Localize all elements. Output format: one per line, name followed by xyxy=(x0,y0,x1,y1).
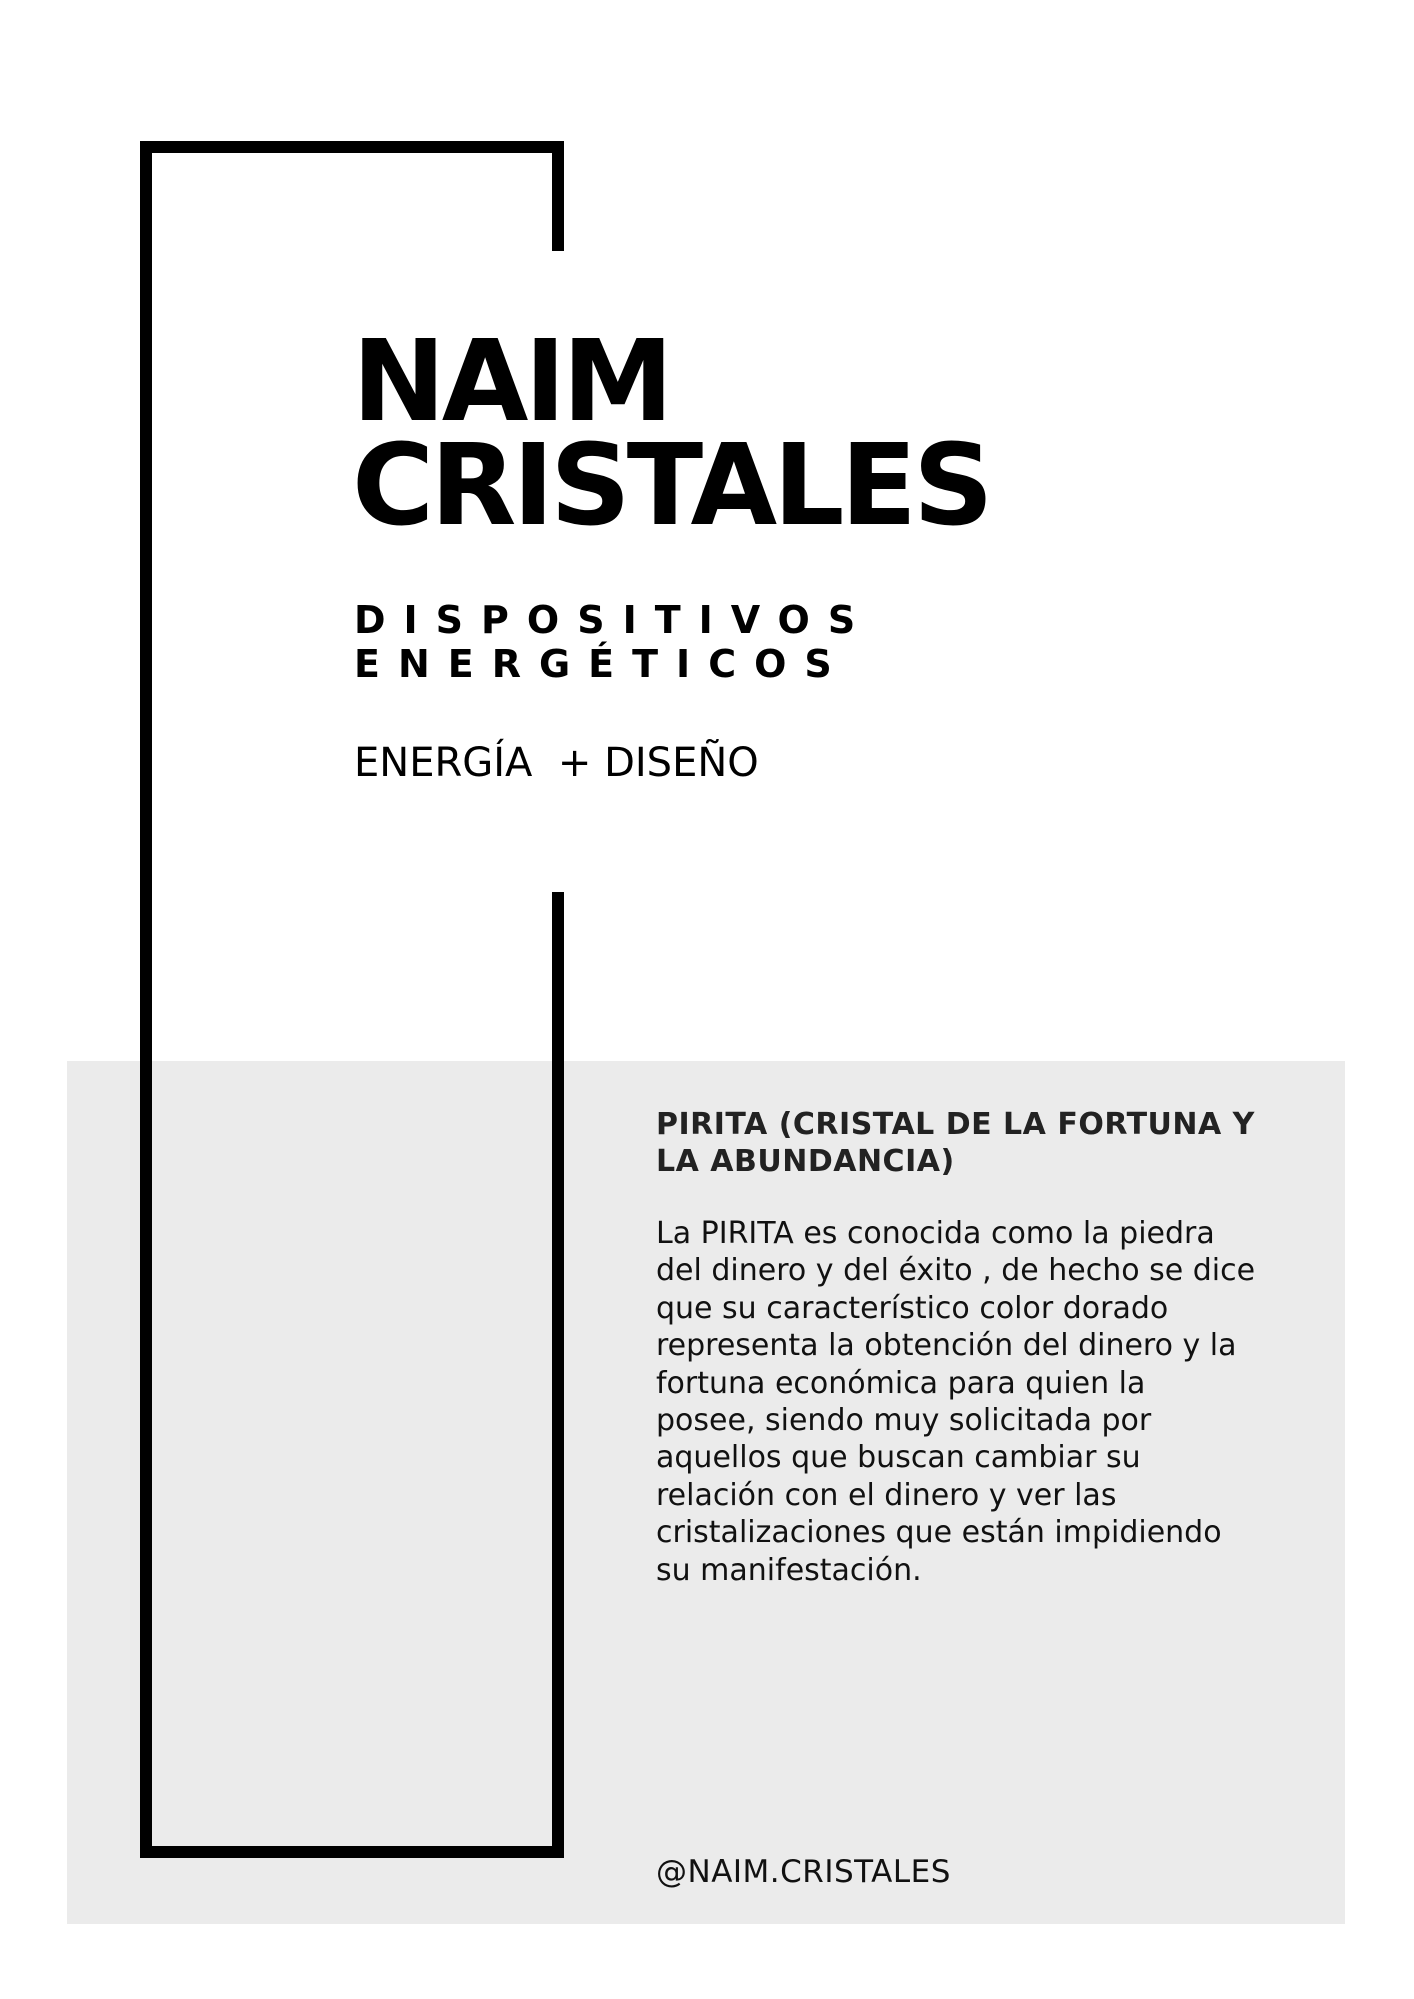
frame-right-border-upper xyxy=(552,141,564,251)
frame-top-border xyxy=(140,141,564,153)
brand-title xyxy=(352,317,990,551)
brand-tagline: ENERGÍA + DISEÑO xyxy=(354,740,759,786)
brand-subtitle-line-1: DISPOSITIVOS xyxy=(354,598,874,642)
section-body-line: que su característico color dorado xyxy=(656,1290,1169,1326)
section-body-line: su manifestación. xyxy=(656,1552,922,1588)
brand-title-line-1: NAIM xyxy=(352,317,670,447)
brand-subtitle-line-2: ENERGÉTICOS xyxy=(354,642,850,686)
section-heading-line-1: PIRITA (CRISTAL DE LA FORTUNA Y xyxy=(656,1107,1255,1142)
section-body-line: representa la obtención del dinero y la xyxy=(656,1328,1237,1364)
frame-right-border-lower xyxy=(552,892,564,1858)
frame-bottom-border xyxy=(140,1846,564,1858)
section-body-line: aquellos que buscan cambiar su xyxy=(656,1440,1141,1476)
section-body-line: del dinero y del éxito , de hecho se dice xyxy=(656,1253,1256,1289)
section-heading xyxy=(656,1106,1286,1180)
section-heading-line-2: LA ABUNDANCIA) xyxy=(656,1144,955,1179)
social-handle: @NAIM.CRISTALES xyxy=(656,1854,951,1890)
brand-subtitle xyxy=(354,598,873,686)
section-body-line: posee, siendo muy solicitada por xyxy=(656,1403,1152,1439)
section-body xyxy=(656,1215,1296,1589)
brand-title-line-2: CRISTALES xyxy=(352,421,990,551)
section-body-line: fortuna económica para quien la xyxy=(656,1365,1146,1401)
frame-left-border xyxy=(140,141,152,1858)
section-body-line: La PIRITA es conocida como la piedra xyxy=(656,1216,1215,1251)
section-body-line: relación con el dinero y ver las xyxy=(656,1477,1117,1513)
section-body-line: cristalizaciones que están impidiendo xyxy=(656,1515,1222,1551)
